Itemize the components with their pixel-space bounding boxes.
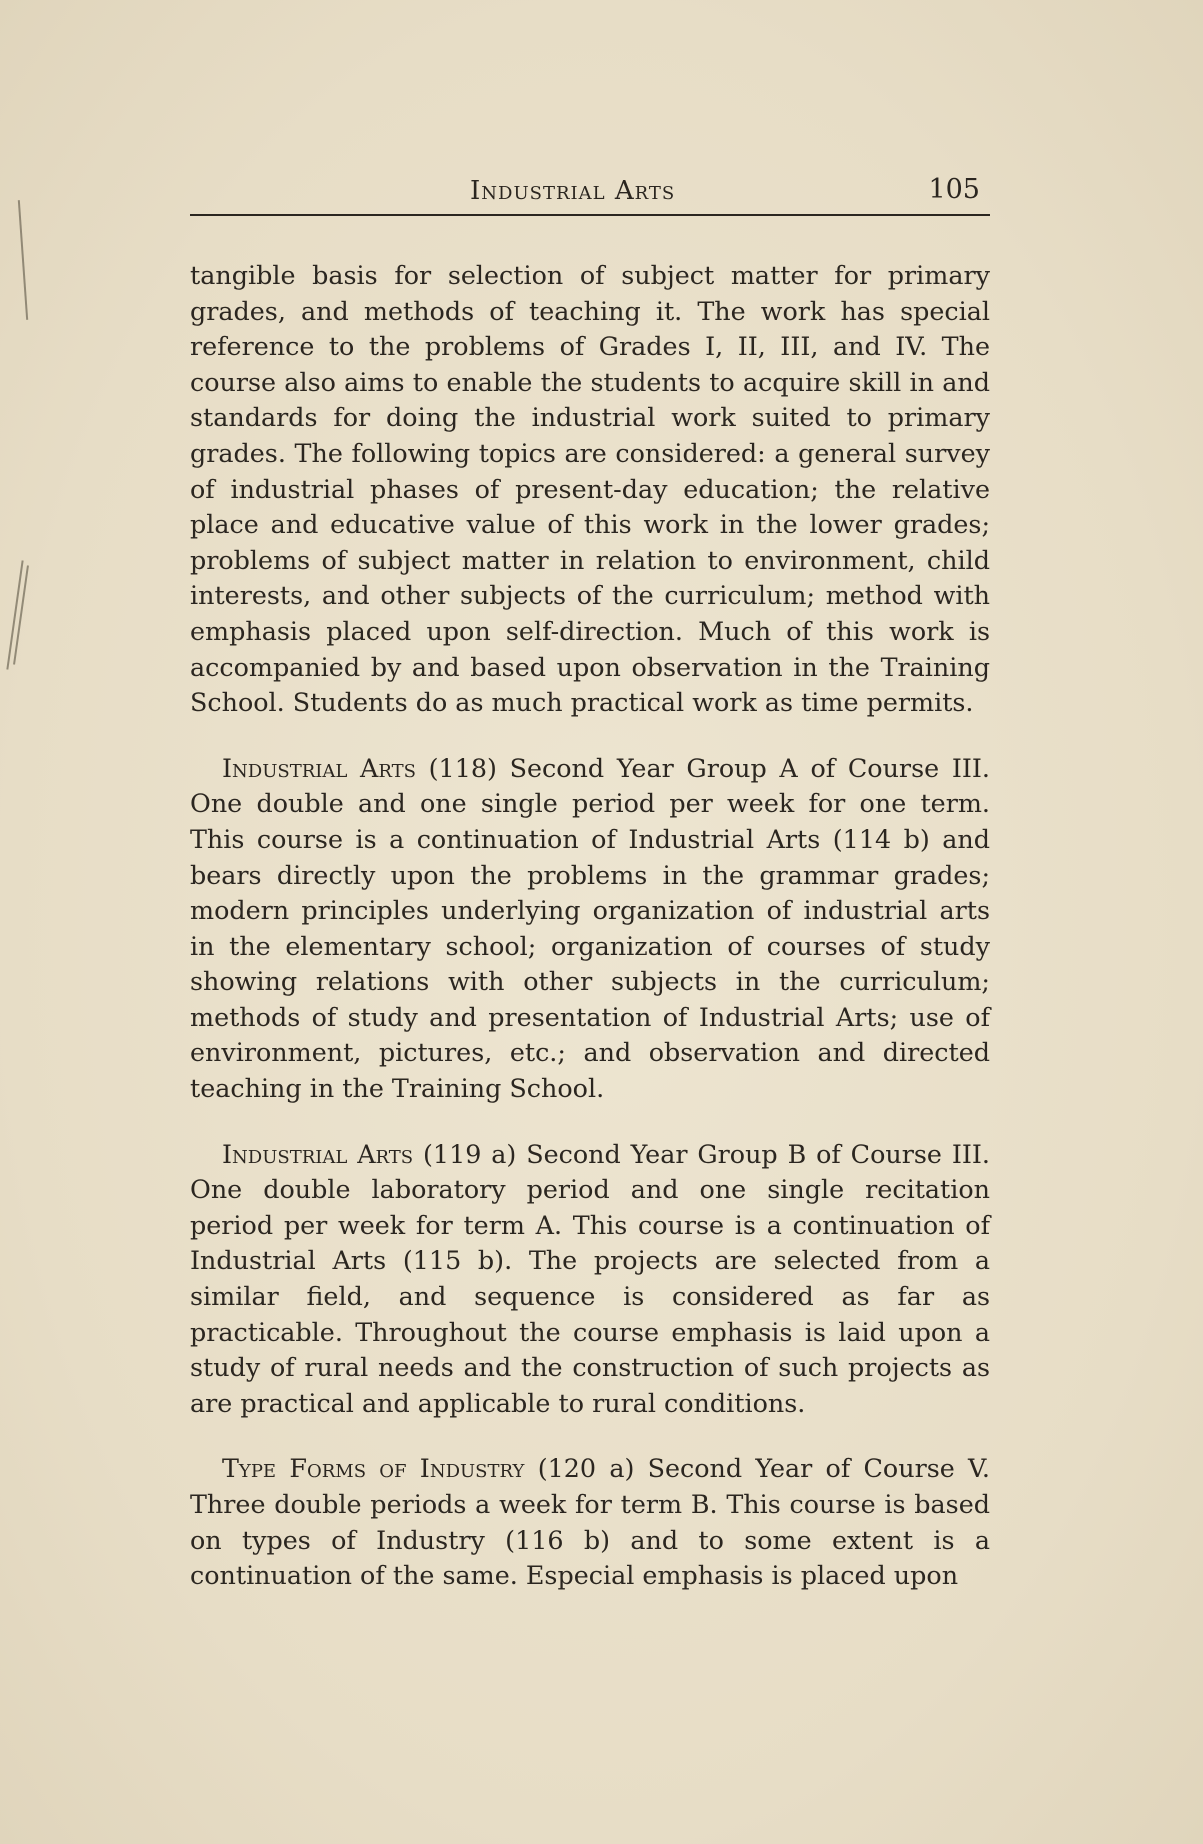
course-heading: Type Forms of Industry xyxy=(222,1453,525,1484)
header-rule xyxy=(190,214,990,216)
body-text xyxy=(190,258,990,1624)
course-description: (119 a) Second Year Group B of Course III. One double laboratory period and one single recitation period per week for term A. This course is a continuation of Industrial Arts (115 b). The projects are selected from a similar field, and sequence is considered as far as practicable. Throughout the course emphasis is laid upon a study of rural needs and the construction of such projects as are practical and applicable to rural conditions. xyxy=(190,1138,990,1418)
course-heading: Industrial Arts xyxy=(222,1138,414,1169)
course-description: (118) Second Year Group A of Course III. One double and one single period per week for one term. This course is a continuation of Industrial Arts (114 b) and bears directly upon the problems in the grammar grades; modern principles underlying organization of industrial arts in the elementary school; organization of courses of study showing relations with other subjects in the curriculum; methods of study and presentation of Industrial Arts; use of environment, pictures, etc.; and observation and directed teaching in the Training School. xyxy=(190,752,990,1104)
course-entry-118 xyxy=(190,751,990,1107)
course-heading: Industrial Arts xyxy=(222,752,416,783)
page-number: 105 xyxy=(928,174,980,205)
running-head xyxy=(190,172,990,212)
course-description: (120 a) Second Year of Course V. Three double periods a week for term B. This course is based on types of Industry (116 b) and to some extent is a continuation of the same. Especial emphasis is placed upon xyxy=(190,1453,990,1591)
course-entry-119a xyxy=(190,1137,990,1422)
course-entry-120a xyxy=(190,1451,990,1593)
running-head-title: Industrial Arts xyxy=(470,176,676,206)
paragraph-continued xyxy=(190,258,990,721)
paragraph-text: tangible basis for selection of subject matter for primary grades, and methods of teaching it. The work has special reference to the problems of Grades I, II, III, and IV. The course also aims to enable the students to acquire skill in and standards for doing the industrial work suited to primary grades. The following topics are considered: a general survey of industrial phases of present-day education; the relative place and educative value of this work in the lower grades; problems of subject matter in relation to environment, child interests, and other subjects of the curriculum; method with emphasis placed upon self-direction. Much of this work is accompanied by and based upon observation in the Training School. Students do as much practical work as time permits. xyxy=(190,260,990,718)
margin-pencil-mark xyxy=(18,200,28,320)
